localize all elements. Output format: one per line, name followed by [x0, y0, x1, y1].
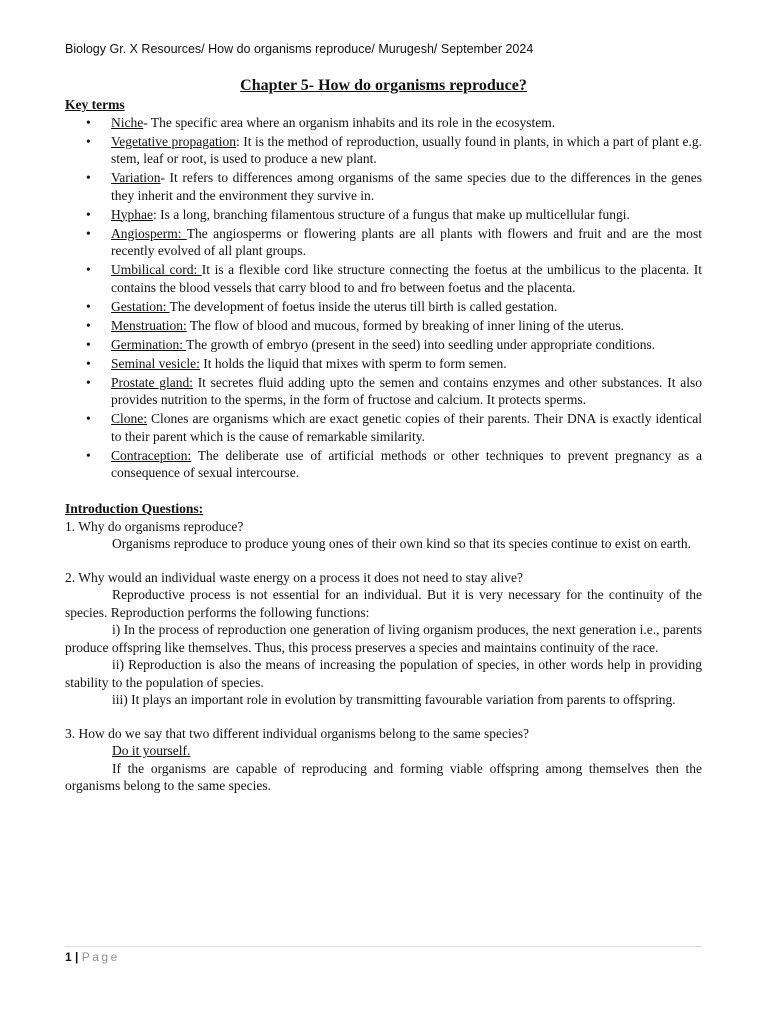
- key-term-item: [65, 225, 702, 260]
- key-term-item: [65, 114, 702, 132]
- page-header: Biology Gr. X Resources/ How do organisms reproduce/ Murugesh/ September 2024: [65, 42, 534, 56]
- spacer: [65, 709, 702, 725]
- bullet-icon: •: [86, 298, 91, 314]
- key-term-item: [65, 355, 702, 373]
- term-definition: It holds the liquid that mixes with sperm to form semen.: [199, 355, 507, 371]
- bullet-icon: •: [86, 225, 91, 241]
- page-footer: [65, 950, 120, 964]
- page-number: 1: [65, 950, 72, 964]
- term-name: Angiosperm:: [111, 225, 187, 241]
- term-definition: The flow of blood and mucous, formed by breaking of inner lining of the uterus.: [186, 317, 625, 333]
- term-definition: The growth of embryo (present in the seed) into seedling under appropriate conditions.: [186, 336, 656, 352]
- key-term-item: [65, 133, 702, 168]
- question-1: 1. Why do organisms reproduce?: [65, 518, 244, 534]
- key-term-item: [65, 298, 702, 316]
- chapter-title: Chapter 5- How do organisms reproduce?: [240, 77, 527, 94]
- answer-1: Organisms reproduce to produce young ones of their own kind so that its species continue to exist on earth.: [112, 536, 692, 551]
- spacer: [65, 553, 702, 569]
- term-name: Variation: [111, 170, 161, 185]
- footer-separator: |: [75, 950, 79, 964]
- term-definition: : Is a long, branching filamentous structure of a fungus that make up multicellular fungi.: [152, 206, 630, 222]
- term-definition: : It is the method of reproduction, usually found in plants, in which a part of plant e.g. stem, leaf or root, is used to produce a new plant.: [111, 133, 702, 166]
- answer-2-point-3: iii) It plays an important role in evolution by transmitting favourable variation from parents to offspring.: [112, 692, 676, 707]
- bullet-icon: •: [86, 206, 91, 222]
- key-term-item: [65, 447, 702, 482]
- answer-2-point-2: ii) Reproduction is also the means of increasing the population of species, in other words help in providing stability to the population of species.: [65, 657, 702, 690]
- question-3: 3. How do we say that two different individual organisms belong to the same species?: [65, 725, 530, 741]
- bullet-icon: •: [86, 355, 91, 371]
- answer-3: If the organisms are capable of reproducing and forming viable offspring among themselves then the organisms belong to the same species.: [65, 760, 702, 793]
- bullet-icon: •: [86, 317, 91, 333]
- key-term-item: [65, 336, 702, 354]
- term-name: Clone:: [111, 411, 147, 426]
- term-definition: - The specific area where an organism inhabits and its role in the ecosystem.: [143, 114, 556, 130]
- question-2: 2. Why would an individual waste energy on a process it does not need to stay alive?: [65, 569, 524, 585]
- bullet-icon: •: [86, 447, 91, 463]
- term-definition: - It refers to differences among organisms of the same species due to the differences in the genes they inherit and the environment they survive in.: [111, 170, 702, 203]
- term-name: Germination:: [111, 336, 187, 352]
- term-name: Niche: [111, 114, 144, 130]
- term-name: Gestation:: [111, 298, 170, 314]
- bullet-icon: •: [86, 133, 91, 149]
- bullet-icon: •: [86, 114, 91, 130]
- key-terms-heading: Key terms: [65, 97, 125, 112]
- term-name: Menstruation:: [111, 317, 187, 333]
- key-term-item: [65, 261, 702, 296]
- key-term-item: [65, 410, 702, 445]
- bullet-icon: •: [86, 170, 91, 185]
- footer-divider: [65, 946, 702, 947]
- bullet-icon: •: [86, 262, 91, 277]
- term-name: Prostate gland:: [111, 374, 193, 390]
- document-body: [65, 76, 702, 795]
- term-name: Vegetative propagation: [111, 133, 236, 149]
- key-terms-list: [65, 114, 702, 482]
- key-term-item: [65, 169, 702, 204]
- bullet-icon: •: [86, 374, 91, 390]
- term-definition: The development of foetus inside the uterus till birth is called gestation.: [169, 298, 558, 314]
- key-term-item: [65, 206, 702, 224]
- page-label: Page: [81, 950, 120, 964]
- key-term-item: [65, 317, 702, 335]
- term-name: Umbilical cord:: [111, 262, 202, 277]
- do-it-yourself-note: Do it yourself.: [112, 743, 191, 758]
- key-term-item: [65, 374, 702, 409]
- term-definition: Clones are organisms which are exact genetic copies of their parents. Their DNA is exactly identical to their parent which is the cause of remarkable similarity.: [111, 411, 702, 444]
- bullet-icon: •: [86, 336, 91, 352]
- term-name: Contraception:: [111, 447, 192, 463]
- term-definition: The deliberate use of artificial methods or other techniques to prevent pregnancy as a consequence of sexual intercourse.: [111, 447, 702, 480]
- term-name: Seminal vesicle:: [111, 355, 200, 371]
- answer-2-point-1: i) In the process of reproduction one generation of living organism produces, the next generation i.e., parents produce offspring like themselves. Thus, this process preserves a species and maintains continuity of the race.: [65, 622, 702, 655]
- answer-3-note: [65, 742, 702, 760]
- answer-2: Reproductive process is not essential for an individual. But it is very necessary for the continuity of the species. Reproduction performs the following functions:: [65, 587, 702, 620]
- bullet-icon: •: [86, 411, 91, 426]
- intro-questions-heading: Introduction Questions:: [65, 501, 204, 516]
- term-definition: It is a flexible cord like structure connecting the foetus at the umbilicus to the placenta. It contains the blood vessels that carry blood to and fro between foetus and the placenta.: [111, 262, 702, 295]
- term-definition: It secretes fluid adding upto the semen and contains enzymes and other substances. It also provides nutrition to the sperms, in the form of fructose and calcium. It protects sperms.: [111, 374, 702, 407]
- term-definition: The angiosperms or flowering plants are all plants with flowers and fruit and are the most recently evolved of all plant groups.: [111, 225, 702, 258]
- spacer: [65, 483, 702, 500]
- term-name: Hyphae: [111, 206, 153, 222]
